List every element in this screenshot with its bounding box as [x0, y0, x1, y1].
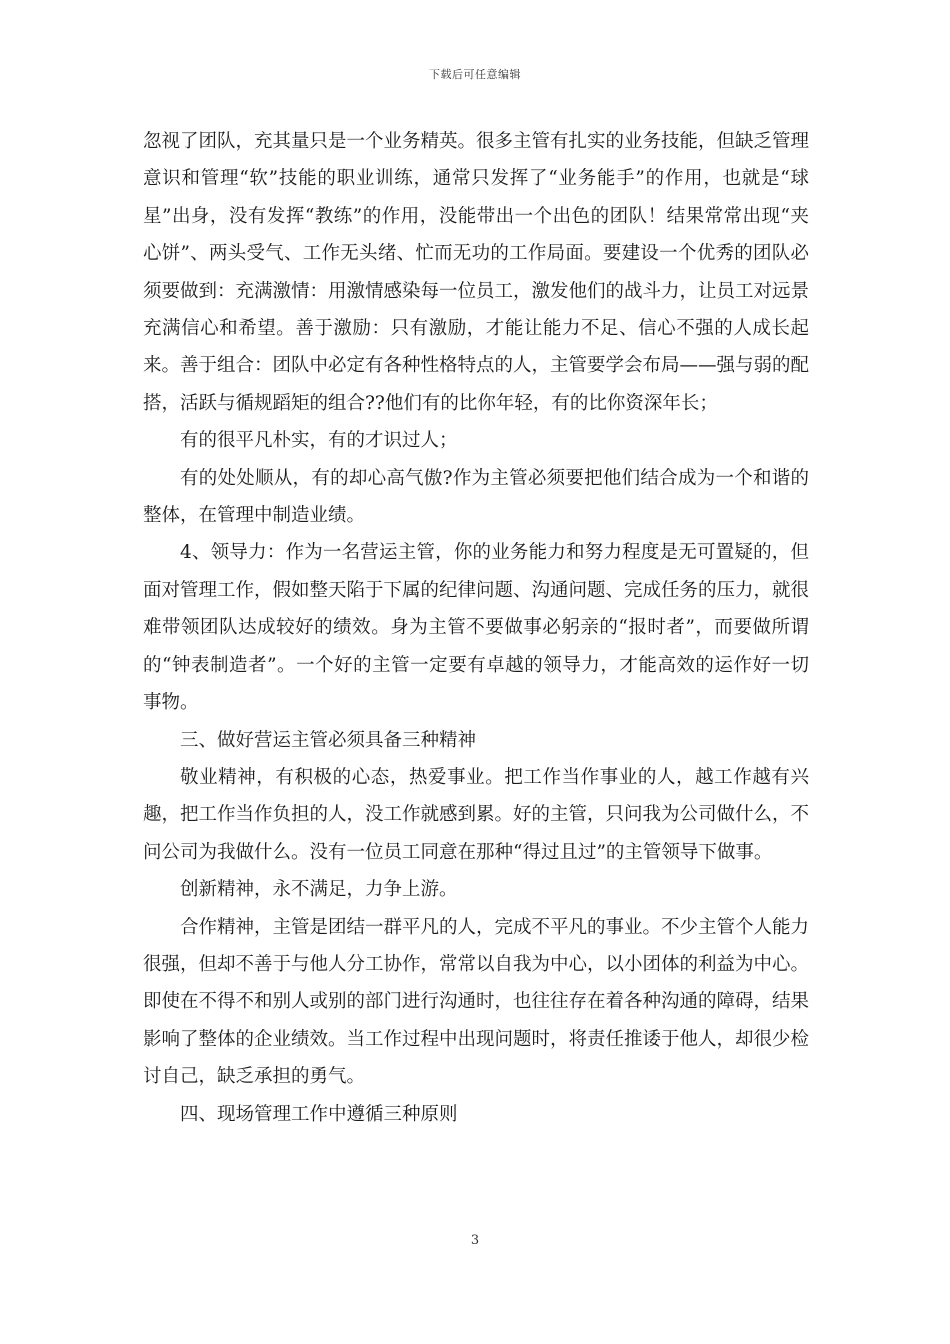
paragraph: 有的很平凡朴实，有的才识过人； [180, 430, 458, 452]
paragraph: 有的处处顺从，有的却心高气傲?作为主管必须要把他们结合成为一个和谐的整体，在管理中制造业绩。 [143, 467, 809, 527]
page-header: 下载后可任意编辑 [429, 68, 521, 81]
paragraph: 合作精神，主管是团结一群平凡的人，完成不平凡的事业。不少主管个人能力很强，但却不善于与他人分工协作，常常以自我为中心，以小团体的利益为中心。即使在不得不和别人或别的部门进行沟通时，也往往存在着各种沟通的障碍，结果影响了整体的企业绩效。当工作过程中出现问题时，将责任推诿于他人，却很少检讨自己，缺乏承担的勇气。 [143, 916, 810, 1088]
section-heading: 三、做好营运主管必须具备三种精神 [180, 729, 477, 751]
paragraph: 创新精神，永不满足，力争上游。 [180, 879, 458, 901]
paragraph: 忽视了团队，充其量只是一个业务精英。很多主管有扎实的业务技能，但缺乏管理意识和管理“软”技能的职业训练，通常只发挥了“业务能手”的作用，也就是“球星”出身，没有发挥“教练”的作用，没能带出一个出色的团队！结果常常出现“夹心饼”、两头受气、工作无头绪、忙而无功的工作局面。要建设一个优秀的团队必须要做到：充满激情：用激情感染每一位员工，激发他们的战斗力，让员工对远景充满信心和希望。善于激励：只有激励，才能让能力不足、信心不强的人成长起来。善于组合：团队中必定有各种性格特点的人，主管要学会布局——强与弱的配搭，活跃与循规蹈矩的组合??他们有的比你年轻，有的比你资深年长； [143, 131, 810, 414]
section-heading: 四、现场管理工作中遵循三种原则 [180, 1103, 458, 1125]
paragraph: 4、领导力：作为一名营运主管，你的业务能力和努力程度是无可置疑的，但面对管理工作，假如整天陷于下属的纪律问题、沟通问题、完成任务的压力，就很难带领团队达成较好的绩效。身为主管不要做事必躬亲的“报时者”，而要做所谓的“钟表制造者”。一个好的主管一定要有卓越的领导力，才能高效的运作好一切事物。 [143, 542, 810, 714]
document-body [143, 123, 809, 1133]
paragraph: 敬业精神，有积极的心态，热爱事业。把工作当作事业的人，越工作越有兴趣，把工作当作负担的人，没工作就感到累。好的主管，只问我为公司做什么，不问公司为我做什么。没有一位员工同意在那种“得过且过”的主管领导下做事。 [143, 766, 810, 863]
page-number: 3 [470, 1233, 480, 1248]
